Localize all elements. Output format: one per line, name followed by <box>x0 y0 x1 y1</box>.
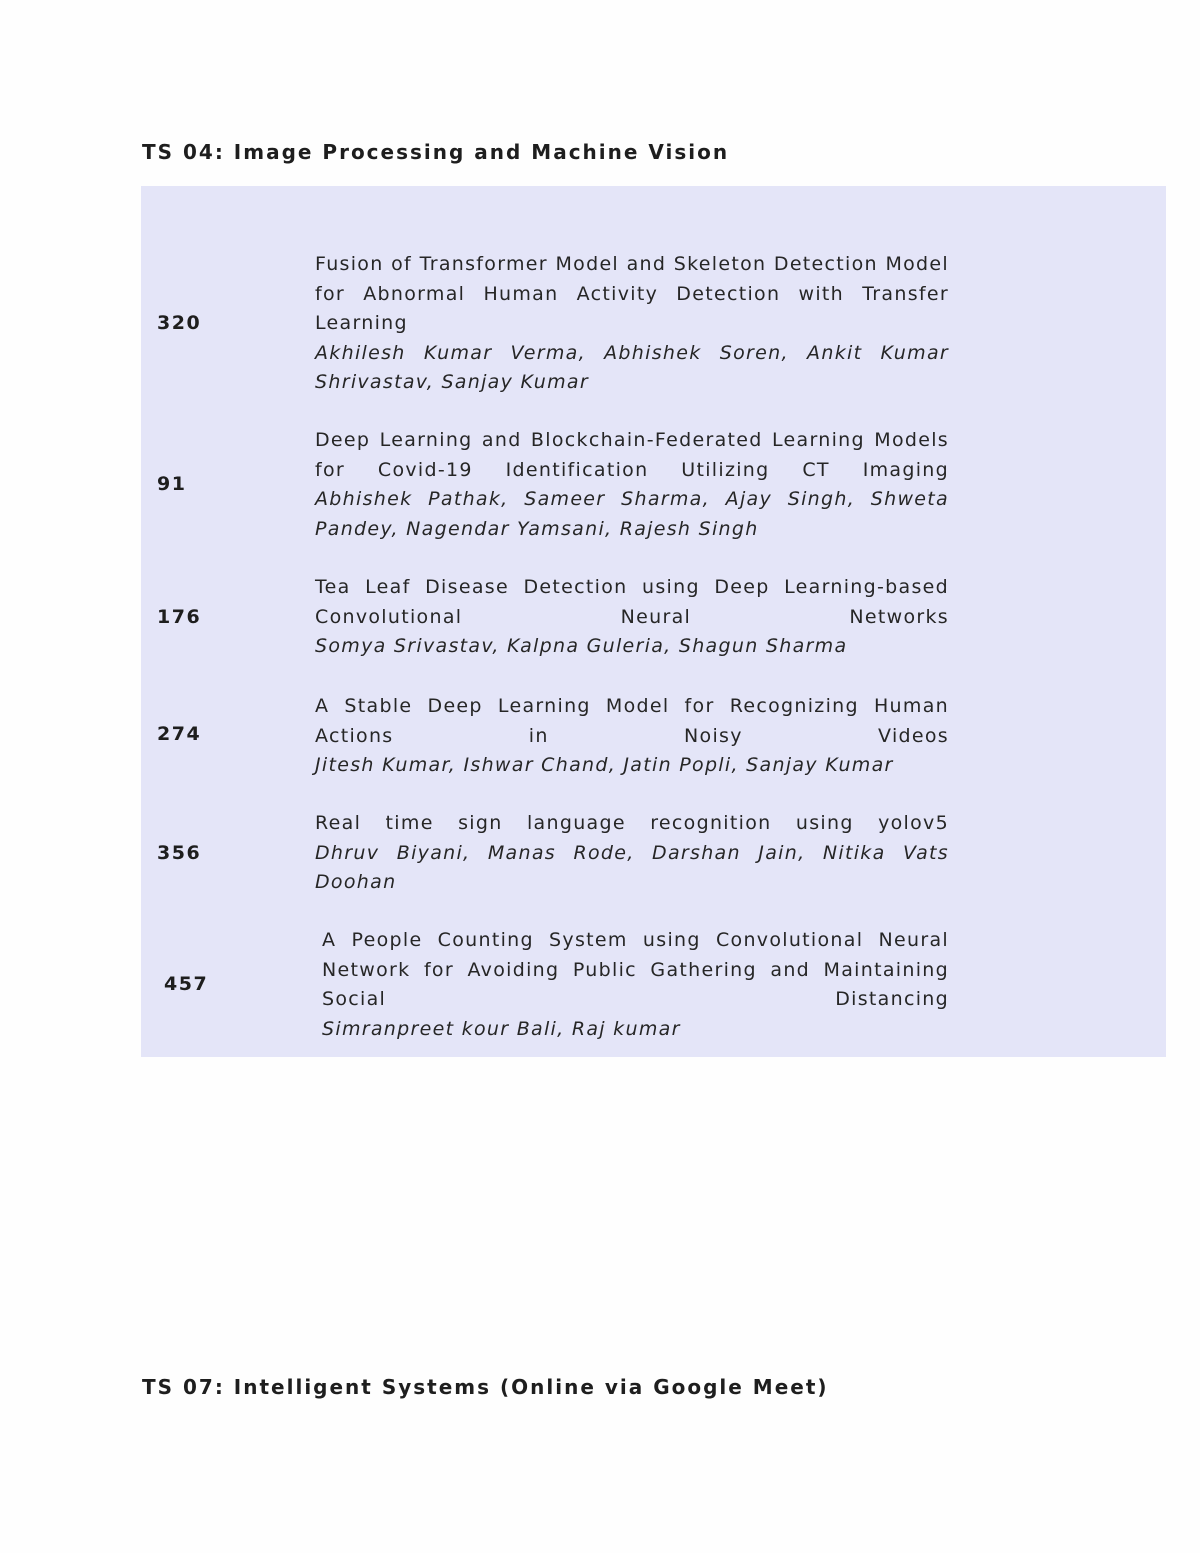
paper-title: Fusion of Transformer Model and Skeleton Detection Model for Abnormal Human Activity Detection with Transfer Learning <box>315 253 949 334</box>
paper-id: 356 <box>157 842 202 864</box>
paper-authors: Abhishek Pathak, Sameer Sharma, Ajay Singh, Shweta Pandey, Nagendar Yamsani, Rajesh Singh <box>315 488 949 540</box>
paper-title: Deep Learning and Blockchain-Federated Learning Models for Covid-19 Identification Utilizing CT Imaging <box>315 429 949 481</box>
paper-authors: Somya Srivastav, Kalpna Guleria, Shagun Sharma <box>315 635 848 657</box>
paper-authors: Jitesh Kumar, Ishwar Chand, Jatin Popli, Sanjay Kumar <box>315 754 894 776</box>
paper-id: 274 <box>157 723 202 745</box>
paper-entry <box>315 692 949 781</box>
paper-id: 457 <box>164 973 209 995</box>
paper-entry <box>315 573 949 662</box>
paper-title: Real time sign language recognition using yolov5 <box>315 812 949 834</box>
paper-id: 176 <box>157 606 202 628</box>
paper-authors: Simranpreet kour Bali, Raj kumar <box>322 1017 681 1040</box>
paper-authors: Dhruv Biyani, Manas Rode, Darshan Jain, Nitika Vats Doohan <box>315 841 949 893</box>
session-heading-ts07: TS 07: Intelligent Systems (Online via Google Meet) <box>142 1375 829 1399</box>
paper-authors: Akhilesh Kumar Verma, Abhishek Soren, Ankit Kumar Shrivastav, Sanjay Kumar <box>315 341 949 393</box>
paper-entry <box>322 926 949 1044</box>
session-heading-ts04: TS 04: Image Processing and Machine Vision <box>142 140 730 164</box>
paper-entry <box>315 250 949 398</box>
paper-title: Tea Leaf Disease Detection using Deep Learning-based Convolutional Neural Networks <box>315 576 949 628</box>
paper-title: A People Counting System using Convolutional Neural Network for Avoiding Public Gathering and Maintaining Social Distancing <box>322 929 949 1010</box>
session-paper-table <box>141 186 1166 1057</box>
paper-entry <box>315 426 949 544</box>
paper-id: 91 <box>157 473 187 495</box>
paper-id: 320 <box>157 312 202 334</box>
paper-title: A Stable Deep Learning Model for Recognizing Human Actions in Noisy Videos <box>315 695 949 747</box>
paper-entry <box>315 809 949 898</box>
